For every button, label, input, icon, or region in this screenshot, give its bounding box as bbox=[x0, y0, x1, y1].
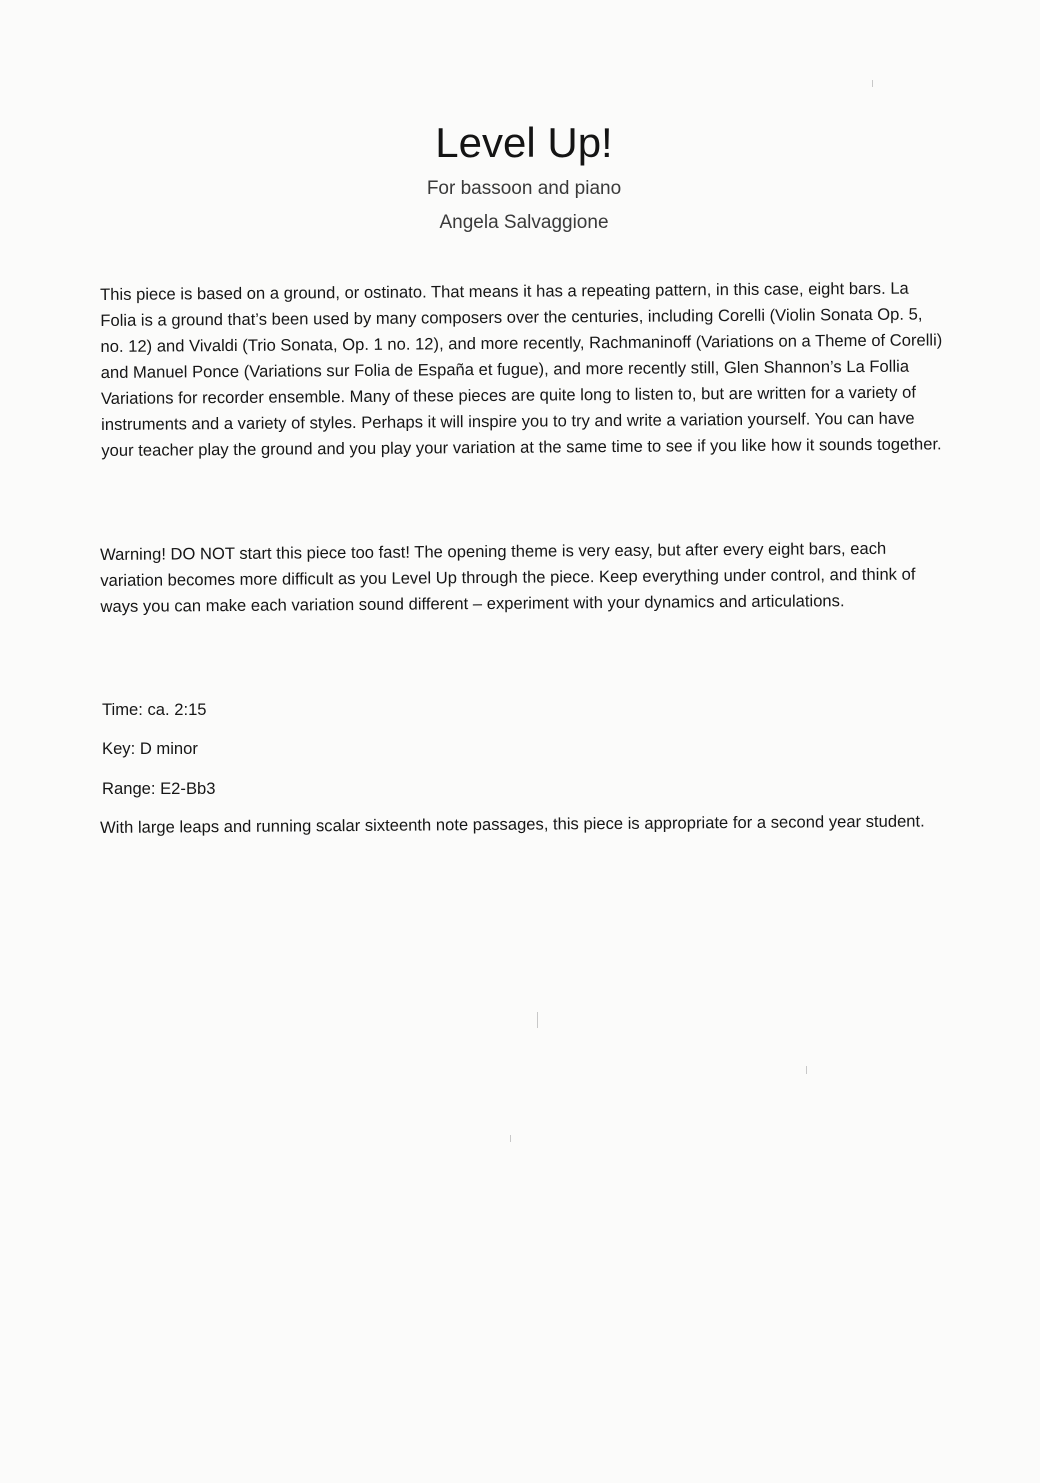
time-info: Time: ca. 2:15 bbox=[102, 700, 207, 719]
scan-artifact bbox=[537, 1012, 538, 1028]
intro-paragraph: This piece is based on a ground, or ostinato. That means it has a repeating pattern, in this case, eight bars. La Folia is a ground that’s been used by many composers over the centuries, including Corelli (Violin Sonata Op. 5, no. 12) and Vivaldi (Trio Sonata, Op. 1 no. 12), and more recently, Rachmaninoff (Variations on a Theme of Corelli) and Manuel Ponce (Variations sur Folia de España et fugue), and more recently still, Glen Shannon’s La Follia Variations for recorder ensemble. Many of these pieces are quite long to listen to, but are written for a variety of instruments and a variety of styles. Perhaps it will inspire you to try and write a variation yourself. You can have your teacher play the ground and you play your variation at the same time to see if you like how it sounds together. bbox=[100, 278, 943, 460]
range-info: Range: E2-Bb3 bbox=[102, 779, 216, 798]
key-info: Key: D minor bbox=[102, 739, 198, 758]
composer-name: Angela Salvaggione bbox=[439, 212, 609, 233]
scan-artifact bbox=[872, 80, 873, 87]
scan-artifact bbox=[806, 1066, 807, 1074]
document-title: Level Up! bbox=[435, 119, 613, 166]
warning-paragraph: Warning! DO NOT start this piece too fast! The opening theme is very easy, but after every eight bars, each variation becomes more difficult as you Level Up through the piece. Keep everything under control, and think of ways you can make each variation sound different – experiment with your dynamics and articulations. bbox=[100, 538, 916, 616]
scan-artifact bbox=[510, 1135, 511, 1142]
suitability-paragraph: With large leaps and running scalar sixteenth note passages, this piece is appropriate for a second year student. bbox=[100, 811, 925, 837]
document-subtitle: For bassoon and piano bbox=[426, 178, 622, 199]
